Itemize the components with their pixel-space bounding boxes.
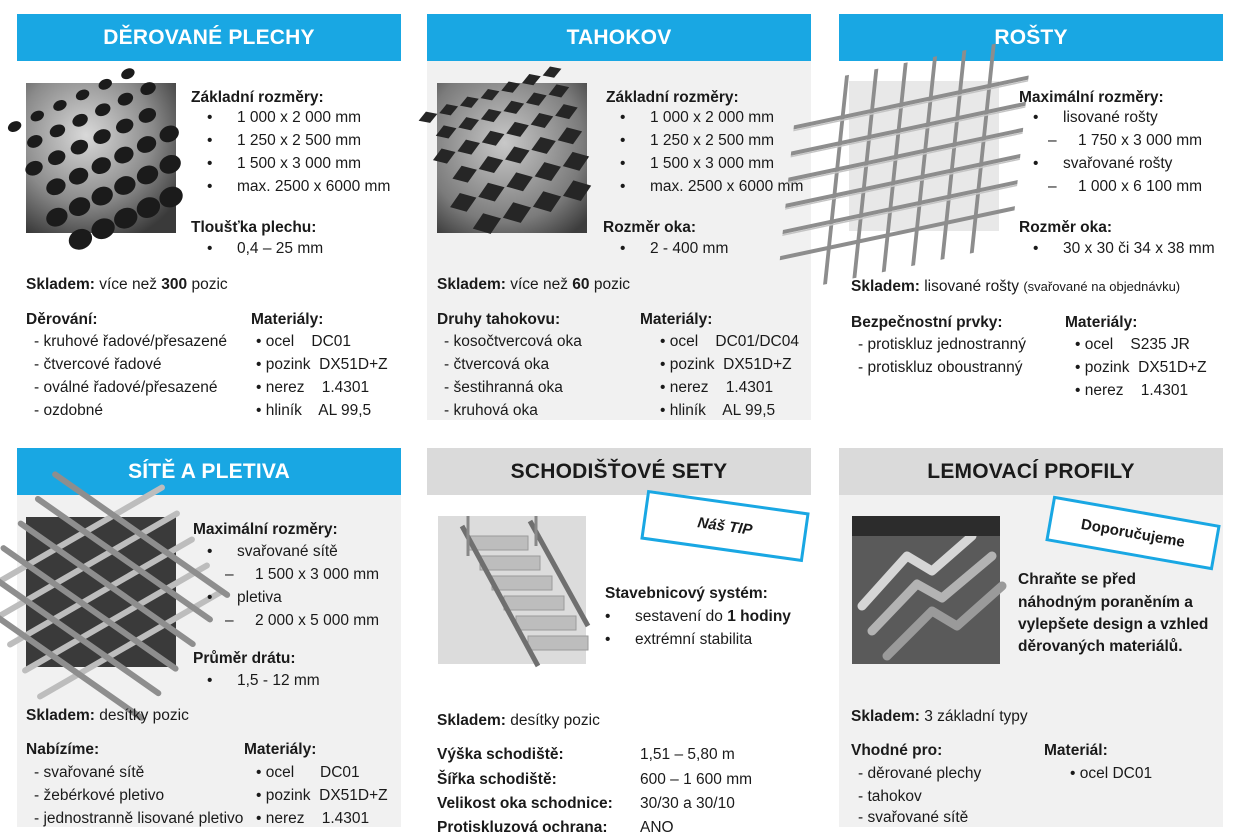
perforated-sheet-image bbox=[26, 83, 176, 233]
suitable-item: - tahokov bbox=[858, 788, 922, 805]
dimension-item: • max. 2500 x 6000 mm bbox=[207, 178, 391, 195]
stock-info: Skladem: více než 60 pozic bbox=[437, 276, 631, 293]
mesh-value: • 30 x 30 či 34 x 38 mm bbox=[1033, 240, 1215, 257]
assembly-item: • sestavení do 1 hodiny bbox=[605, 608, 791, 625]
material-item: • hliník AL 99,5 bbox=[660, 402, 776, 419]
material-item: • ocel S235 JR bbox=[1075, 336, 1190, 353]
thickness-heading: Tloušťka plechu: bbox=[191, 219, 317, 236]
materials-heading: Materiály: bbox=[244, 741, 317, 758]
material-item: • nerez 1.4301 bbox=[1075, 382, 1189, 399]
offer-heading: Nabízíme: bbox=[26, 741, 100, 758]
edge-profile-image bbox=[852, 516, 1000, 664]
stock-info: Skladem: 3 základní typy bbox=[851, 708, 1028, 725]
dimension-item: • 1 500 x 3 000 mm bbox=[207, 155, 362, 172]
panel-title: SCHODIŠŤOVÉ SETY bbox=[427, 448, 811, 495]
recommended-badge: Doporučujeme bbox=[1045, 496, 1220, 571]
dimension-item: • 1 000 x 2 000 mm bbox=[620, 109, 775, 126]
expanded-metal-image bbox=[437, 83, 587, 233]
dimensions-heading: Maximální rozměry: bbox=[1019, 89, 1164, 106]
panel-title: TAHOKOV bbox=[427, 14, 811, 61]
suitable-heading: Vhodné pro: bbox=[851, 742, 943, 759]
spec-label: Šířka schodiště: bbox=[437, 771, 557, 788]
suitable-item: - děrované plechy bbox=[858, 765, 982, 782]
type-item: - kosočtvercová oka bbox=[444, 333, 582, 350]
material-item: • nerez 1.4301 bbox=[256, 810, 370, 827]
safety-heading: Bezpečnostní prvky: bbox=[851, 314, 1003, 331]
fence-size: – 2 000 x 5 000 mm bbox=[225, 612, 380, 629]
offer-item: - jednostranně lisované pletivo bbox=[34, 810, 244, 827]
perforation-item: - oválné řadové/přesazené bbox=[34, 379, 218, 396]
fence-item: • pletiva bbox=[207, 589, 282, 606]
safety-item: - protiskluz jednostranný bbox=[858, 336, 1026, 353]
material-item: • nerez 1.4301 bbox=[660, 379, 774, 396]
dimension-item: • 1 500 x 3 000 mm bbox=[620, 155, 775, 172]
dimension-item: • 1 250 x 2 500 mm bbox=[620, 132, 775, 149]
types-heading: Druhy tahokovu: bbox=[437, 311, 561, 328]
material-heading: Materiál: bbox=[1044, 742, 1108, 759]
material-item: • ocel DC01 bbox=[256, 333, 352, 350]
material-item: • ocel DC01 bbox=[1070, 765, 1153, 782]
material-item: • pozink DX51D+Z bbox=[256, 356, 388, 373]
spec-value: 1,51 – 5,80 m bbox=[640, 746, 735, 763]
dimension-item: • 1 000 x 2 000 mm bbox=[207, 109, 362, 126]
spec-value: 600 – 1 600 mm bbox=[640, 771, 753, 788]
mesh-heading: Rozměr oka: bbox=[1019, 219, 1113, 236]
perforation-item: - ozdobné bbox=[34, 402, 103, 419]
panel-title: LEMOVACÍ PROFILY bbox=[839, 448, 1223, 495]
stock-info: Skladem: více než 300 pozic bbox=[26, 276, 228, 293]
spec-label: Výška schodiště: bbox=[437, 746, 564, 763]
mesh-heading: Rozměr oka: bbox=[603, 219, 697, 236]
materials-heading: Materiály: bbox=[251, 311, 324, 328]
perforation-item: - čtvercové řadové bbox=[34, 356, 162, 373]
stock-info: Skladem: desítky pozic bbox=[26, 707, 189, 724]
material-item: • hliník AL 99,5 bbox=[256, 402, 372, 419]
perforation-item: - kruhové řadové/přesazené bbox=[34, 333, 228, 350]
perforation-heading: Děrování: bbox=[26, 311, 98, 328]
offer-item: - svařované sítě bbox=[34, 764, 145, 781]
dimensions-heading: Maximální rozměry: bbox=[193, 521, 338, 538]
safety-item: - protiskluz oboustranný bbox=[858, 359, 1023, 376]
wire-mesh-image bbox=[26, 517, 176, 667]
pressed-gratings-item: • lisované rošty bbox=[1033, 109, 1158, 126]
spec-value: ANO bbox=[640, 819, 674, 836]
material-item: • pozink DX51D+Z bbox=[660, 356, 792, 373]
materials-heading: Materiály: bbox=[1065, 314, 1138, 331]
system-heading: Stavebnicový systém: bbox=[605, 585, 768, 602]
description-line: Chraňte se před bbox=[1018, 571, 1137, 588]
description-line: vylepšete design a vzhled bbox=[1018, 616, 1209, 633]
material-item: • pozink DX51D+Z bbox=[256, 787, 388, 804]
stair-set-image bbox=[438, 516, 586, 664]
pressed-gratings-size: – 1 750 x 3 000 mm bbox=[1048, 132, 1203, 149]
panel-title: ROŠTY bbox=[839, 14, 1223, 61]
dimension-item: • 1 250 x 2 500 mm bbox=[207, 132, 362, 149]
materials-heading: Materiály: bbox=[640, 311, 713, 328]
dimensions-heading: Základní rozměry: bbox=[606, 89, 739, 106]
stability-item: • extrémní stabilita bbox=[605, 631, 753, 648]
suitable-item: - svařované sítě bbox=[858, 809, 969, 826]
type-item: - šestihranná oka bbox=[444, 379, 563, 396]
our-tip-badge: Náš TIP bbox=[640, 490, 809, 562]
welded-gratings-size: – 1 000 x 6 100 mm bbox=[1048, 178, 1203, 195]
description-line: náhodným poraněním a bbox=[1018, 594, 1193, 611]
dimension-item: • max. 2500 x 6000 mm bbox=[620, 178, 804, 195]
material-item: • ocel DC01/DC04 bbox=[660, 333, 799, 350]
panel-title: DĚROVANÉ PLECHY bbox=[17, 14, 401, 61]
mesh-value: • 2 - 400 mm bbox=[620, 240, 729, 257]
type-item: - kruhová oka bbox=[444, 402, 538, 419]
wire-heading: Průměr drátu: bbox=[193, 650, 296, 667]
stock-info: Skladem: desítky pozic bbox=[437, 712, 600, 729]
grating-image bbox=[849, 81, 999, 231]
material-item: • nerez 1.4301 bbox=[256, 379, 370, 396]
welded-mesh-size: – 1 500 x 3 000 mm bbox=[225, 566, 380, 583]
wire-value: • 1,5 - 12 mm bbox=[207, 672, 320, 689]
spec-label: Protiskluzová ochrana: bbox=[437, 819, 608, 836]
material-item: • ocel DC01 bbox=[256, 764, 360, 781]
panel-title: SÍTĚ A PLETIVA bbox=[17, 448, 401, 495]
welded-mesh-item: • svařované sítě bbox=[207, 543, 338, 560]
description-line: děrovaných materiálů. bbox=[1018, 638, 1183, 655]
offer-item: - žebérkové pletivo bbox=[34, 787, 165, 804]
stock-info: Skladem: lisované rošty (svařované na objednávku) bbox=[851, 278, 1181, 295]
type-item: - čtvercová oka bbox=[444, 356, 550, 373]
welded-gratings-item: • svařované rošty bbox=[1033, 155, 1173, 172]
dimensions-heading: Základní rozměry: bbox=[191, 89, 324, 106]
spec-value: 30/30 a 30/10 bbox=[640, 795, 735, 812]
thickness-value: • 0,4 – 25 mm bbox=[207, 240, 324, 257]
spec-label: Velikost oka schodnice: bbox=[437, 795, 613, 812]
material-item: • pozink DX51D+Z bbox=[1075, 359, 1207, 376]
